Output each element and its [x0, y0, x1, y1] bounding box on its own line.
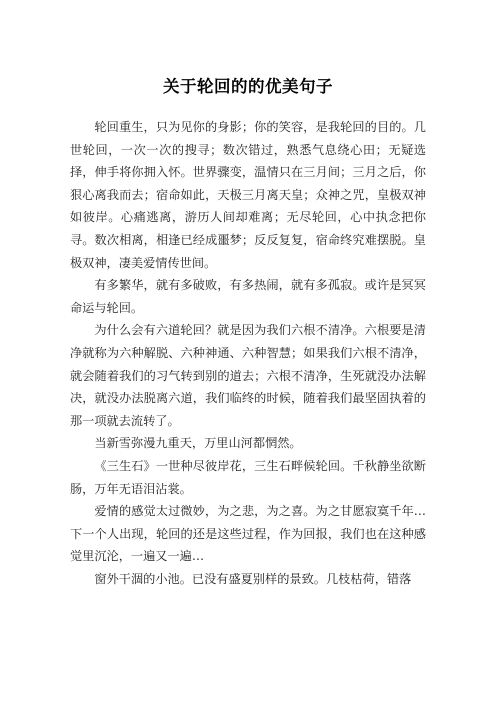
- document-title: 关于轮回的的优美句子: [163, 77, 333, 96]
- paragraph-2: 有多繁华，就有多破败，有多热闹，就有多孤寂。或许是冥冥命运与轮回。: [70, 278, 426, 315]
- paragraph-5: 《三生石》一世种尽彼岸花，三生石畔候轮回。千秋静坐欲断肠，万年无语泪沾裳。: [70, 458, 426, 496]
- document-page: [70, 76, 426, 590]
- paragraph-7: 窗外干涸的小池。已没有盛夏别样的景致。几枝枯荷，错落: [94, 571, 412, 586]
- paragraph-6: 爱情的感觉太过微妙，为之悲，为之喜。为之甘愿寂寞千年…下一个人出现，轮回的还是这些过程，作为回报，我们也在这种感觉里沉沦，一遍又一遍…: [70, 504, 426, 564]
- paragraph-1: 轮回重生，只为见你的身影；你的笑容，是我轮回的目的。几世轮回，一次一次的搜寻；数次错过，熟悉气息绕心田；无疑选择，伸手将你拥入怀。世界骤变，温情只在三月间；三月之后，你狠心离我而去；宿命如此，天极三月离天皇；众神之咒，皇极双神如彼岸。心痛逃离，游历人间却难离；无尽轮回，心中执念把你寻。数次相离，相逢已经成噩梦；反反复复，宿命终究难摆脱。皇极双神，凄美爱情传世间。: [70, 120, 426, 270]
- paragraph-4: 当新雪弥漫九重天，万里山河都惘然。: [94, 436, 302, 451]
- paragraph-3: 为什么会有六道轮回？就是因为我们六根不清净。六根要是清净就称为六种解脱、六种神通、六种智慧；如果我们六根不清净，就会随着我们的习气转到别的道去；六根不清净，生死就没办法解决，就没办法脱离六道，我们临终的时候，随着我们最坚固执着的那一项就去流转了。: [70, 323, 426, 428]
